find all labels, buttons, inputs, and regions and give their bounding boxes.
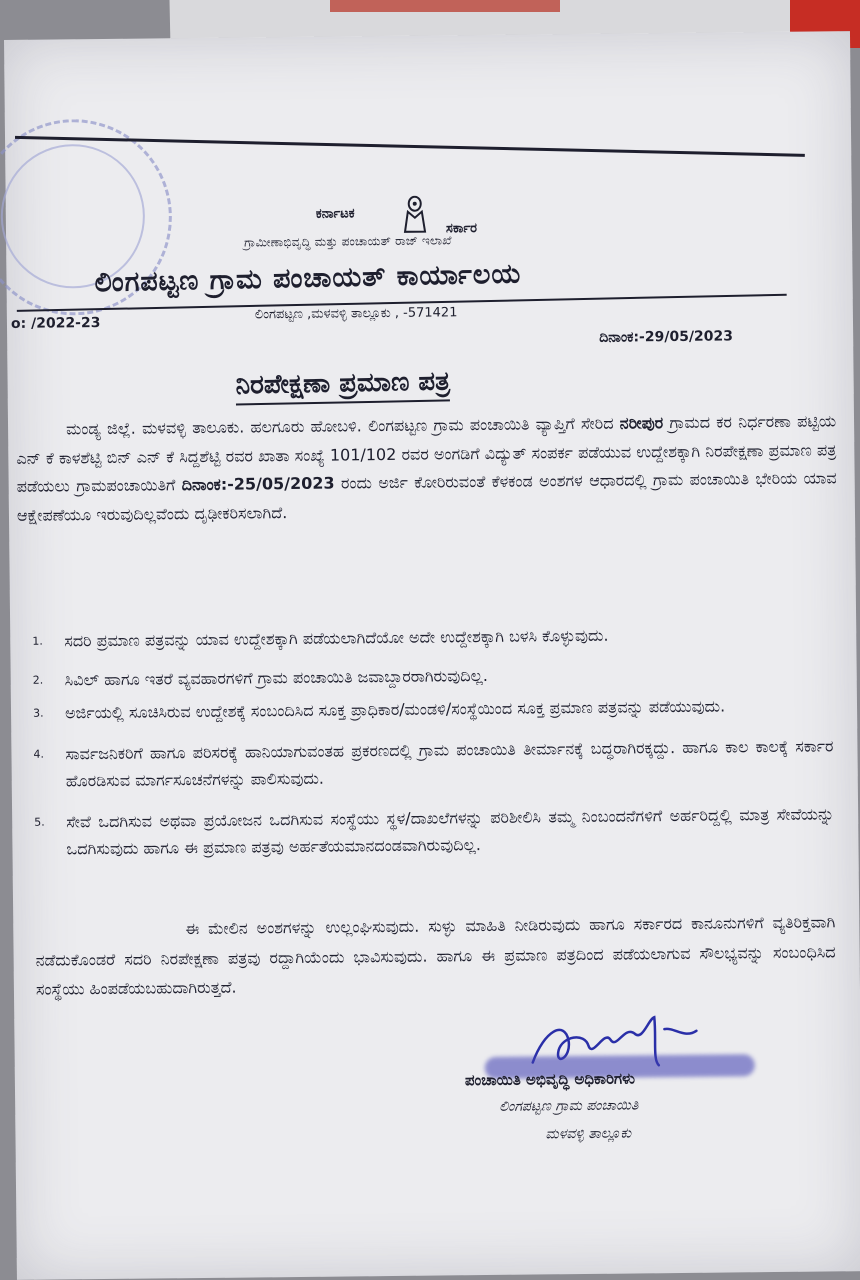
background-red-strip [330,0,560,12]
condition-number: 2. [32,673,44,687]
condition-number: 5. [34,815,45,829]
condition-item [33,691,833,726]
body-paragraph [16,407,837,530]
condition-item [33,732,834,794]
signatory-title: ಪಂಚಾಯಿತಿ ಅಭಿವೃದ್ಧಿ ಅಧಿಕಾರಿಗಳು [464,1069,636,1090]
document-page [4,31,860,1280]
condition-number: 1. [32,634,43,648]
condition-text: ಸೇವೆ ಒದಗಿಸುವ ಅಥವಾ ಪ್ರಯೋಜನ ಒದಗಿಸುವ ಸಂಸ್ಥೆಯು ಸ್ಥಳ/ದಾಖಲೆಗಳನ್ನು ಪರಿಶೀಲಿಸಿ ತಮ್ಮ ನಿಂಬಂದನೆಗಳಿಗೆ ಅರ್ಹರಿದ್ದಲ್ಲಿ ಮಾತ್ರ ಸೇವೆಯನ್ನು ಒದಗಿಸುವುದು ಹಾಗೂ ಈ ಪ್ರಮಾಣ ಪತ್ರವು ಅರ್ಹತೆಯಮಾನದಂಡವಾಗಿರುವುದಿಲ್ಲ. [66,804,835,859]
header-address: ಲಿಂಗಪಟ್ಟಣ ,ಮಳವಳ್ಳಿ ತಾಲ್ಲೂಕು , -571421 [254,305,458,323]
closing-paragraph [35,907,836,1004]
application-date: ದಿನಾಂಕ:-25/05/2023 [181,473,335,495]
issue-date: ದಿನಾಂಕ:-29/05/2023 [599,328,734,346]
header-department: ಗ್ರಾಮೀಣಾಭಿವೃದ್ಧಿ ಮತ್ತು ಪಂಚಾಯತ್ ರಾಜ್ ಇಲಾಖೆ [244,233,452,250]
body-text-part3: ರಂದು ಅರ್ಜಿ ಕೋರಿರುವಂತೆ ಕೆಳಕಂಡ ಅಂಶಗಳ ಆಧಾರದಲ್ಲಿ ಗ್ರಾಮ ಪಂಚಾಯಿತಿ ಭೇರಿಯ ಯಾವ ಆಕ್ಷೇಪಣೆಯೂ ಇರುವುದಿಲ್ಲವೆಂದು ದೃಢೀಕರಿಸಲಾಗಿದೆ. [16,468,837,525]
condition-text: ಸಿವಿಲ್ ಹಾಗೂ ಇತರೆ ವ್ಯವಹಾರಗಳಿಗೆ ಗ್ರಾಮ ಪಂಚಾಯಿತಿ ಜವಾಬ್ದಾರರಾಗಿರುವುದಿಲ್ಲ. [64,665,488,690]
closing-text: ಈ ಮೇಲಿನ ಅಂಶಗಳನ್ನು ಉಲ್ಲಂಘಿಸುವುದು. ಸುಳ್ಳು ಮಾಹಿತಿ ನೀಡಿರುವುದು ಹಾಗೂ ಸರ್ಕಾರದ ಕಾನೂನುಗಳಿಗೆ ವ್ಯತಿರಿಕ್ತವಾಗಿ ನಡೆದುಕೊಂಡರೆ ಸದರಿ ನಿರಪೇಕ್ಷಣಾ ಪತ್ರವು ರದ್ದಾಗಿಯೆಂದು ಭಾವಿಸುವುದು. ಹಾಗೂ ಈ ಪ್ರಮಾಣ ಪತ್ರದಿಂದ ಪಡೆಯಲಾಗುವ ಸೌಲಭ್ಯವನ್ನು ಸಂಬಂಧಿಸಿದ ಸಂಸ್ಥೆಯು ಹಿಂಪಡೆಯಬಹುದಾಗಿರುತ್ತದೆ. [35,912,836,999]
document-title: ನಿರಪೇಕ್ಷಣಾ ಪ್ರಮಾಣ ಪತ್ರ [235,366,450,405]
condition-item [34,800,835,862]
conditions-list [32,619,834,862]
body-text-part2: ಗ್ರಾಮದ ಕರ ನಿರ್ಧರಣಾ ಪಟ್ಟಿಯ ಎನ್ ಕೆ ಕಾಳಶೆಟ್ಟಿ ಬಿನ್ ಎನ್ ಕೆ ಸಿದ್ದಶೆಟ್ಟಿ ರವರ ಖಾತಾ ಸಂಖ್ಯೆ 101/102 ರವರ ಅಂಗಡಿಗೆ ವಿದ್ಯುತ್ ಸಂಪರ್ಕ ಪಡೆಯುವ ಉದ್ದೇಶಕ್ಕಾಗಿ ನಿರಪೇಕ್ಷಣಾ ಪ್ರಮಾಣ ಪತ್ರ ಪಡೆಯಲು ಗ್ರಾಮಪಂಚಾಯಿತಿಗೆ [16,411,837,496]
header-office-name: ಲಿಂಗಪಟ್ಟಣ ಗ್ರಾಮ ಪಂಚಾಯತ್ ಕಾರ್ಯಾಲಯ [94,258,522,299]
condition-text: ಅರ್ಜಿಯಲ್ಲಿ ಸೂಚಿಸಿರುವ ಉದ್ದೇಶಕ್ಕೆ ಸಂಬಂದಿಸಿದ ಸೂಕ್ತ ಪ್ರಾಧಿಕಾರ/ಮಂಡಳಿ/ಸಂಸ್ಥೆಯಿಂದ ಸೂಕ್ತ ಪ್ರಮಾಣ ಪತ್ರವನ್ನು ಪಡೆಯುವುದು. [64,696,726,723]
body-text-part1: ಮಂಡ್ಯ ಜಿಲ್ಲೆ. ಮಳವಳ್ಳಿ ತಾಲೂಕು. ಹಲಗೂರು ಹೋಬಳಿ. ಲಿಂಗಪಟ್ಟಣ ಗ್ರಾಮ ಪಂಚಾಯಿತಿ ವ್ಯಾಪ್ತಿಗೆ ಸೇರಿದ [65,413,620,439]
header-state-right: ಸರ್ಕಾರ [445,221,478,237]
condition-number: 3. [32,706,44,720]
condition-item [33,658,833,693]
condition-text: ಸದರಿ ಪ್ರಮಾಣ ಪತ್ರವನ್ನು ಯಾವ ಉದ್ದೇಶಕ್ಕಾಗಿ ಪಡೆಯಲಾಗಿದೆಯೋ ಅದೇ ಉದ್ದೇಶಕ್ಕಾಗಿ ಬಳಸಿ ಕೊಳ್ಳುವುದು. [64,625,609,651]
condition-item [32,619,832,654]
state-emblem-icon [400,196,430,234]
reference-number: o: /2022-23 [10,315,101,332]
village-name: ನರೀಪುರ [619,413,664,433]
condition-number: 4. [33,747,45,761]
signatory-taluk: ಮಳವಳ್ಳಿ ತಾಲ್ಲೂಕು [545,1125,632,1143]
header-state-left: ಕರ್ನಾಟಕ [315,206,355,222]
condition-text: ಸಾರ್ವಜನಿಕರಿಗೆ ಹಾಗೂ ಪರಿಸರಕ್ಕೆ ಹಾನಿಯಾಗುವಂತಹ ಪ್ರಕರಣದಲ್ಲಿ ಗ್ರಾಮ ಪಂಚಾಯಿತಿ ತೀರ್ಮಾನಕ್ಕೆ ಬದ್ಧರಾಗಿರಕ್ಕದ್ದು. ಹಾಗೂ ಕಾಲ ಕಾಲಕ್ಕೆ ಸರ್ಕಾರ ಹೊರಡಿಸುವ ಮಾರ್ಗಸೂಚನೆಗಳನ್ನು ಪಾಲಿಸುವುದು. [65,736,834,791]
signatory-office: ಲಿಂಗಪಟ್ಟಣ ಗ್ರಾಮ ಪಂಚಾಯಿತಿ [499,1097,639,1115]
